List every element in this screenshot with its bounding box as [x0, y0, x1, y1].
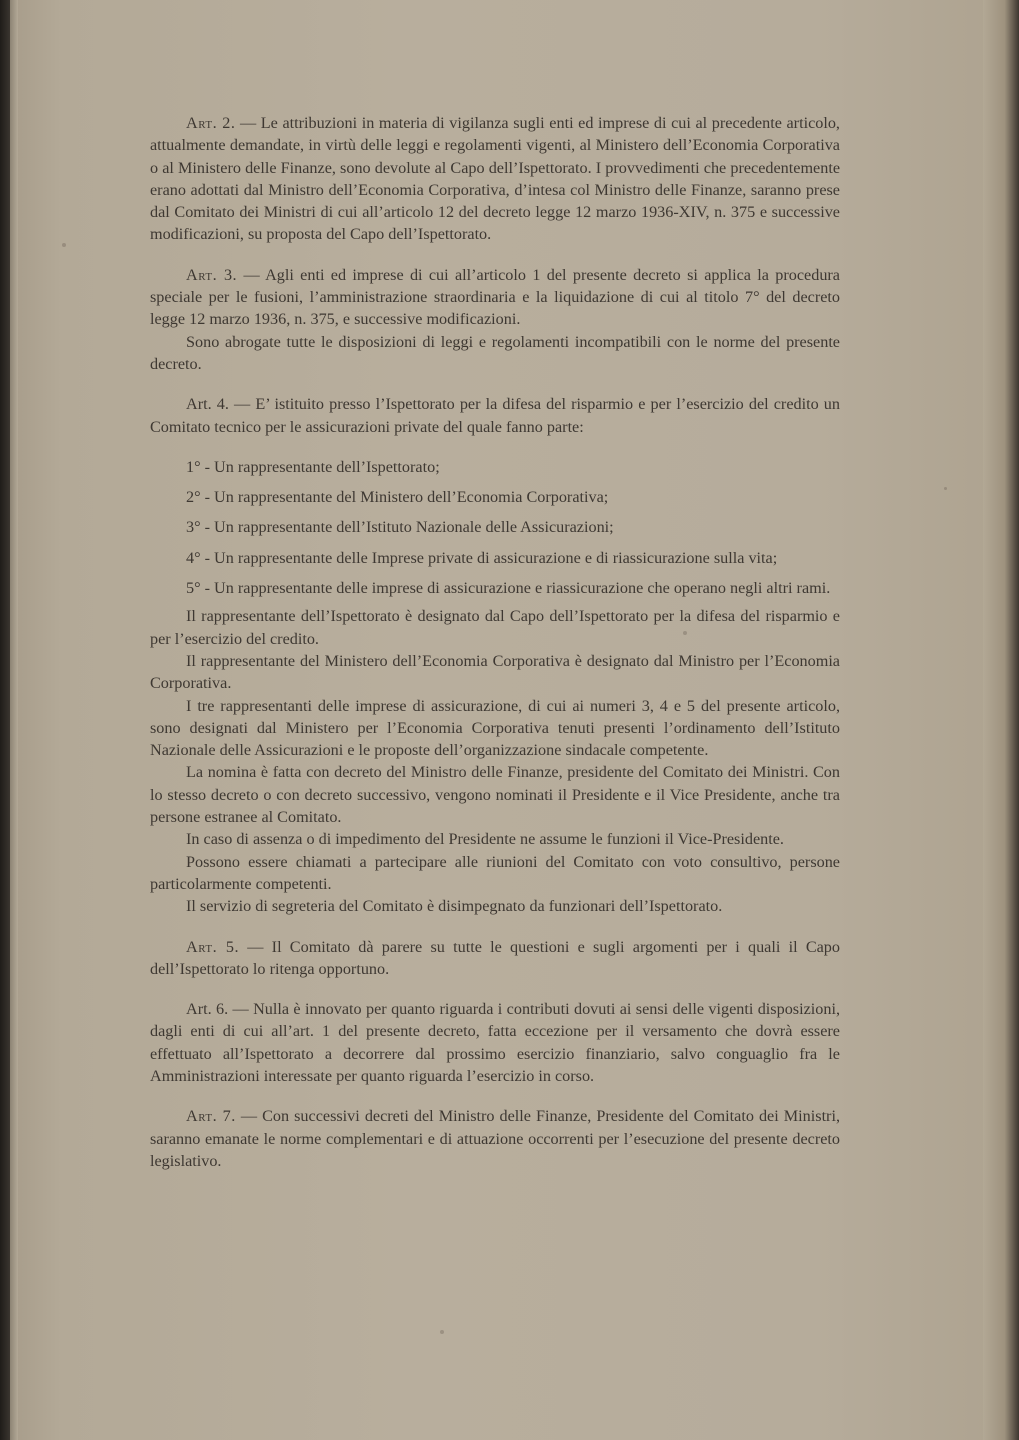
article-text: — E’ istituito presso l’Ispettorato per la difesa del risparmio e per l’esercizio del credito un Comitato tecnico per le assicurazioni private del quale fanno parte: — [150, 395, 840, 436]
paragraph: In caso di assenza o di impedimento del Presidente ne assume le funzioni il Vice-Presidente. — [186, 830, 784, 849]
paragraph: Il rappresentante del Ministero dell’Economia Corporativa è designato dal Ministro per l’Economia Corporativa. — [150, 651, 840, 693]
article-2 — [150, 112, 840, 246]
paragraph: Il rappresentante dell’Ispettorato è designato dal Capo dell’Ispettorato per la difesa del risparmio e per l’esercizio del credito. — [150, 607, 840, 648]
paper-spot — [440, 1330, 444, 1334]
article-3 — [150, 264, 840, 331]
list-item: 3° - Un rappresentante dell’Istituto Nazionale delle Assicurazioni; — [186, 518, 614, 537]
article-heading: Art. 7. — [186, 1107, 236, 1126]
list-item: 5° - Un rappresentante delle imprese di assicurazione e riassicurazione che operano negli altri rami. — [186, 579, 831, 598]
paper-left-edge — [10, 0, 18, 1440]
article-heading: Art. 3. — [186, 265, 238, 284]
paragraph: Il servizio di segreteria del Comitato è disimpegnato da funzionari dell’Ispettorato. — [186, 897, 723, 916]
paper-spot — [62, 243, 66, 247]
list-item: 1° - Un rappresentante dell’Ispettorato; — [186, 457, 440, 476]
paragraph: La nomina è fatta con decreto del Ministro delle Finanze, presidente del Comitato dei Ministri. Con lo stesso decreto o con decreto successivo, vengono nominati il Presidente e il Vice Presidente, anche tra persone estranee al Comitato. — [150, 763, 840, 827]
binding-strip — [0, 0, 10, 1440]
article-text: — Agli enti ed imprese di cui all’articolo 1 del presente decreto si applica la procedura speciale per le fusioni, l’amministrazione straordinaria e la liquidazione di cui al titolo 7° del decreto legge 12 marzo 1936, n. 375, e successive modificazioni. — [150, 265, 840, 329]
document-body — [150, 112, 840, 1172]
article-text: — Il Comitato dà parere su tutte le questioni e sugli argomenti per i quali il Capo dell’Ispettorato lo ritenga opportuno. — [150, 937, 840, 978]
paper-right-edge — [983, 0, 1019, 1440]
paragraph: Possono essere chiamati a partecipare alle riunioni del Comitato con voto consultivo, persone particolarmente competenti. — [150, 852, 840, 893]
article-heading: Art. 2. — [186, 114, 236, 132]
list-item: 4° - Un rappresentante delle Imprese private di assicurazione e di riassicurazione sulla vita; — [186, 548, 778, 567]
article-heading: Art. 5. — [186, 937, 240, 956]
paper-spot — [944, 487, 947, 490]
paragraph: Sono abrogate tutte le disposizioni di leggi e regolamenti incompatibili con le norme del presente decreto. — [150, 332, 840, 373]
article-6 — [150, 998, 840, 1087]
article-4 — [150, 393, 840, 438]
article-heading: Art. 6. — [186, 1000, 229, 1019]
article-5 — [150, 936, 840, 981]
article-text: — Nulla è innovato per quanto riguarda i contributi dovuti ai sensi delle vigenti disposizioni, dagli enti di cui all’art. 1 del presente decreto, fatta eccezione per il versamento che dovrà essere effettuato all’Ispettorato a decorrere dal prossimo esercizio finanziario, salvo conguaglio fra le Amministrazioni interessate per quanto riguarda l’esercizio in corso. — [150, 1000, 841, 1085]
article-text: — Con successivi decreti del Ministro delle Finanze, Presidente del Comitato dei Ministri, saranno emanate le norme complementari e di attuazione occorrenti per l’esecuzione del presente decreto legislativo. — [150, 1107, 840, 1170]
article-7 — [150, 1105, 840, 1172]
article-text: — Le attribuzioni in materia di vigilanza sugli enti ed imprese di cui al precedente articolo, attualmente demandate, in virtù delle leggi e regolamenti vigenti, al Ministero dell’Economia Corporativa o al Ministero delle Finanze, sono devolute al Capo dell’Ispettorato. I provvedimenti che precedentemente erano adottati dal Ministro dell’Economia Corporativa, d’intesa col Ministro delle Finanze, saranno prese dal Comitato dei Ministri di cui all’articolo 12 del decreto legge 12 marzo 1936-XIV, n. 375 e successive modificazioni, su proposta del Capo dell’Ispettorato. — [150, 114, 840, 244]
list-item: 2° - Un rappresentante del Ministero dell’Economia Corporativa; — [186, 488, 609, 507]
paragraph: I tre rappresentanti delle imprese di assicurazione, di cui ai numeri 3, 4 e 5 del presente articolo, sono designati dal Ministero per l’Economia Corporativa tenuti presenti l’ordinamento dell’Istituto Nazionale delle Assicurazioni e le proposte dell’organizzazione sindacale competente. — [150, 696, 840, 760]
article-heading: Art. 4. — [186, 395, 229, 414]
